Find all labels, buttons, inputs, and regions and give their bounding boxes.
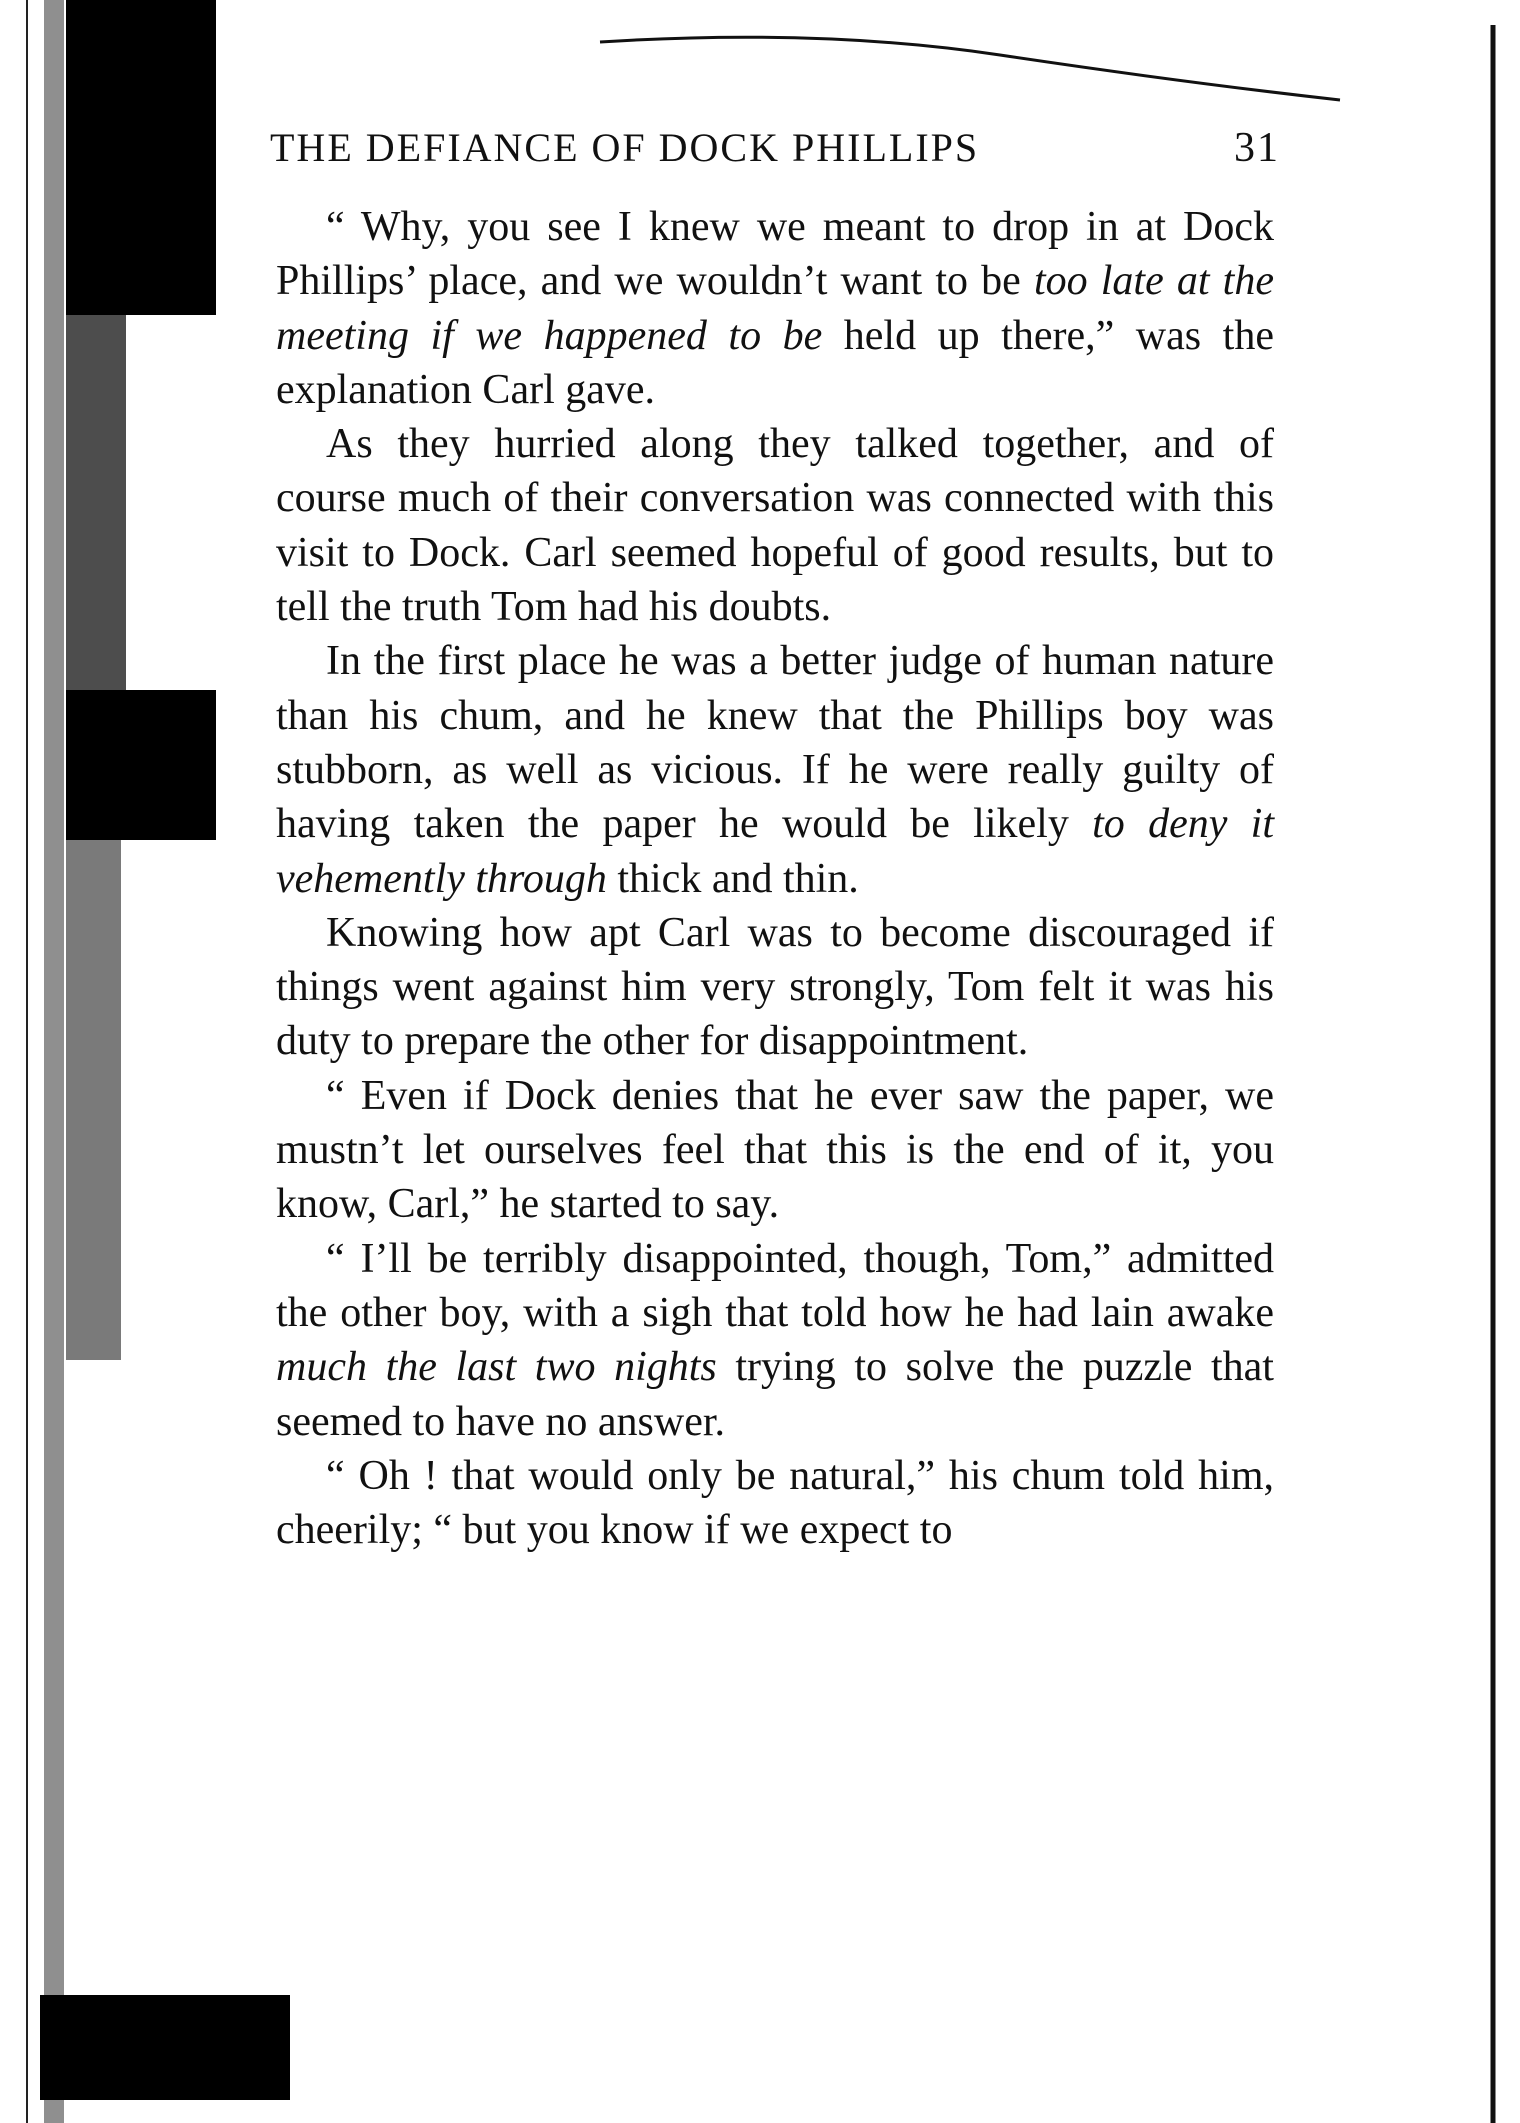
top-page-curl-line	[600, 37, 1340, 100]
paragraph-3-emphasis: to deny it vehemently through	[276, 801, 1274, 902]
binding-shadow-mid-2	[66, 840, 121, 1360]
paragraph-7: “ Oh ! that would only be natural,” his chum told him, cheerily; “ but you know if we expect to	[276, 1452, 1274, 1554]
paragraph-1-text-a: “ Why, you see I knew we meant to drop in at Dock Phillips’ place, and we wouldn’t want to be	[276, 204, 1274, 305]
paragraph-3-text-a: In the first place he was a better judge of human nature than his chum, and he knew that the Phillips boy was stubborn, as well as vicious. If he were really guilty of having taken the paper he would be likely	[276, 638, 1274, 848]
paragraph-1-emphasis: too late at the meeting if we happened to be	[276, 258, 1274, 359]
binding-shadow-mid-1	[66, 315, 126, 695]
paragraph-6-text-b: trying to solve the puzzle that seemed to have no answer.	[276, 1344, 1274, 1445]
binding-shadow-middle	[66, 690, 216, 840]
paragraph-1-text-b: held up there,” was the explanation Carl gave.	[276, 312, 1274, 413]
paragraph-3-text-b: thick and thin.	[606, 855, 859, 902]
binding-shadow-top	[66, 0, 216, 315]
paragraph-1	[276, 200, 1274, 417]
paragraph-5: “ Even if Dock denies that he ever saw the paper, we mustn’t let ourselves feel that this is the end of it, you know, Carl,” he started to say.	[276, 1072, 1274, 1228]
paragraph-2: As they hurried along they talked together, and of course much of their conversation was connected with this visit to Dock. Carl seemed hopeful of good results, but to tell the truth Tom had his doubts.	[276, 421, 1274, 631]
page-number: 31	[1234, 125, 1280, 171]
page-header	[270, 118, 1280, 178]
binding-shadow-bottom	[40, 1995, 290, 2100]
binding-shadow-strip	[44, 0, 64, 2123]
paragraph-6-text-a: “ I’ll be terribly disappointed, though, Tom,” admitted the other boy, with a sigh that told how he had lain awake	[276, 1235, 1274, 1336]
body-text	[276, 200, 1274, 1557]
paragraph-4: Knowing how apt Carl was to become discouraged if things went against him very strongly, Tom felt it was his duty to prepare the other for disappointment.	[276, 909, 1274, 1065]
paragraph-3	[276, 634, 1274, 905]
running-title: THE DEFIANCE OF DOCK PHILLIPS	[270, 125, 980, 170]
paragraph-6	[276, 1232, 1274, 1449]
paragraph-6-emphasis: much the last two nights	[276, 1344, 717, 1391]
